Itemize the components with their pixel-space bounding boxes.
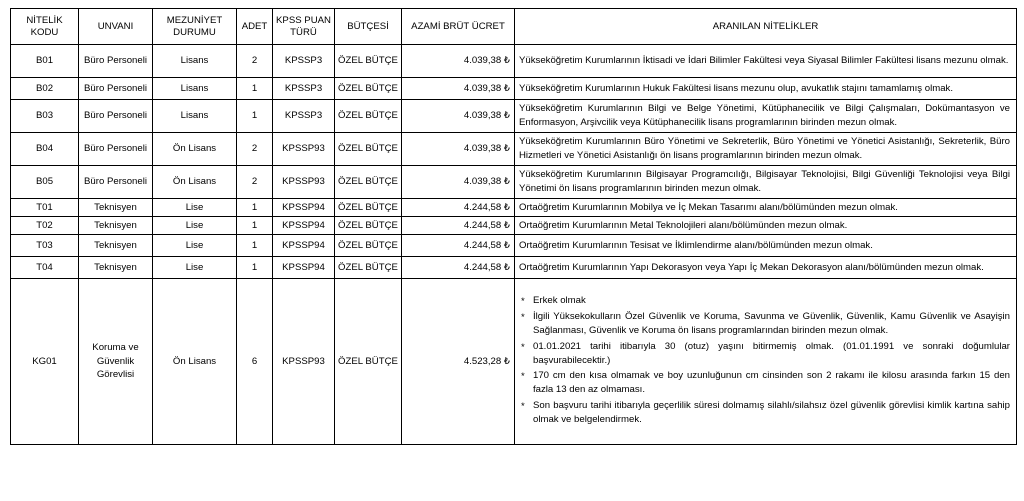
cell-requirements: Ortaöğretim Kurumlarının Mobilya ve İç Mekan Tasarımı alanı/bölümünden mezun olmak. (515, 199, 1017, 217)
table-row (11, 133, 1017, 166)
cell-requirements: Ortaöğretim Kurumlarının Yapı Dekorasyon veya Yapı İç Mekan Dekorasyon alanı/bölümünden mezun olmak. (515, 257, 1017, 279)
cell-kpss: KPSSP3 (273, 78, 335, 100)
cell-title: Teknisyen (79, 257, 153, 279)
cell-code: T03 (11, 235, 79, 257)
cell-requirements: Yükseköğretim Kurumlarının İktisadi ve İdari Bilimler Fakültesi veya Siyasal Bilimler Fakültesi lisans mezunu olmak. (515, 45, 1017, 78)
cell-count: 6 (237, 279, 273, 445)
cell-title: Büro Personeli (79, 100, 153, 133)
bullet-star: * (521, 401, 525, 413)
cell-kpss: KPSSP94 (273, 235, 335, 257)
cell-count: 1 (237, 257, 273, 279)
cell-code: T04 (11, 257, 79, 279)
cell-title: Büro Personeli (79, 78, 153, 100)
list-item (519, 294, 1010, 308)
cell-budget: ÖZEL BÜTÇE (335, 166, 402, 199)
header-kpss: KPSS PUAN TÜRÜ (273, 9, 335, 45)
cell-budget: ÖZEL BÜTÇE (335, 100, 402, 133)
cell-budget: ÖZEL BÜTÇE (335, 78, 402, 100)
requirement-text: Son başvuru tarihi itibarıyla geçerlilik süresi dolmamış silahlı/silahsız özel güvenlik görevlisi kimlik kartına sahip olmak ve belgelendirmek. (533, 400, 1010, 426)
cell-code: T02 (11, 217, 79, 235)
cell-count: 1 (237, 217, 273, 235)
cell-education: Lise (153, 217, 237, 235)
cell-education: Lisans (153, 78, 237, 100)
cell-budget: ÖZEL BÜTÇE (335, 199, 402, 217)
list-item (519, 340, 1010, 368)
cell-education: Lise (153, 199, 237, 217)
bullet-star: * (521, 341, 525, 353)
header-count: ADET (237, 9, 273, 45)
cell-salary: 4.039,38 ₺ (402, 133, 515, 166)
table-row (11, 166, 1017, 199)
table-row (11, 78, 1017, 100)
cell-education: Lise (153, 257, 237, 279)
requirement-text: Erkek olmak (533, 294, 586, 306)
cell-salary: 4.039,38 ₺ (402, 100, 515, 133)
header-code: NİTELİK KODU (11, 9, 79, 45)
cell-budget: ÖZEL BÜTÇE (335, 257, 402, 279)
list-item (519, 369, 1010, 397)
cell-salary: 4.244,58 ₺ (402, 257, 515, 279)
header-budget: BÜTÇESİ (335, 9, 402, 45)
positions-table (10, 8, 1017, 445)
header-title: UNVANI (79, 9, 153, 45)
cell-education: Ön Lisans (153, 133, 237, 166)
cell-salary: 4.039,38 ₺ (402, 78, 515, 100)
bullet-star: * (521, 311, 525, 323)
cell-requirements: Ortaöğretim Kurumlarının Tesisat ve İklimlendirme alanı/bölümünden mezun olmak. (515, 235, 1017, 257)
cell-requirements: Yükseköğretim Kurumlarının Bilgi ve Belge Yönetimi, Kütüphanecilik ve Bilgi Çalışmaları, Dokümantasyon ve Enformasyon, Arşivcilik veya Kütüphanecilik lisans programlarının birinden mezun olmak. (515, 100, 1017, 133)
header-salary: AZAMİ BRÜT ÜCRET (402, 9, 515, 45)
list-item (519, 399, 1010, 427)
cell-requirements: Yükseköğretim Kurumlarının Hukuk Fakültesi lisans mezunu olup, avukatlık stajını tamamlamış olmak. (515, 78, 1017, 100)
cell-education: Ön Lisans (153, 279, 237, 445)
cell-code: KG01 (11, 279, 79, 445)
table-row (11, 217, 1017, 235)
cell-salary: 4.244,58 ₺ (402, 217, 515, 235)
cell-salary: 4.039,38 ₺ (402, 166, 515, 199)
table-row (11, 100, 1017, 133)
cell-kpss: KPSSP93 (273, 279, 335, 445)
requirements-list (519, 294, 1010, 427)
cell-education: Lise (153, 235, 237, 257)
cell-kpss: KPSSP93 (273, 166, 335, 199)
cell-salary: 4.523,28 ₺ (402, 279, 515, 445)
list-item (519, 310, 1010, 338)
cell-requirements: Yükseköğretim Kurumlarının Büro Yönetimi ve Sekreterlik, Büro Yönetimi ve Yönetici Asistanlığı, Sekreterlik, Büro Hizmetleri ve Yönetici Asistanlığı ön lisans programlarının birinden mezun olmak. (515, 133, 1017, 166)
table-row (11, 45, 1017, 78)
bullet-star: * (521, 371, 525, 383)
cell-title: Büro Personeli (79, 45, 153, 78)
table-row (11, 235, 1017, 257)
cell-budget: ÖZEL BÜTÇE (335, 133, 402, 166)
cell-title: Büro Personeli (79, 166, 153, 199)
cell-count: 1 (237, 235, 273, 257)
cell-kpss: KPSSP94 (273, 257, 335, 279)
header-requirements: ARANILAN NİTELİKLER (515, 9, 1017, 45)
cell-count: 1 (237, 100, 273, 133)
cell-budget: ÖZEL BÜTÇE (335, 279, 402, 445)
cell-kpss: KPSSP93 (273, 133, 335, 166)
table-row (11, 257, 1017, 279)
cell-count: 1 (237, 78, 273, 100)
cell-budget: ÖZEL BÜTÇE (335, 45, 402, 78)
cell-salary: 4.244,58 ₺ (402, 199, 515, 217)
cell-code: B04 (11, 133, 79, 166)
cell-code: B03 (11, 100, 79, 133)
requirement-text: İlgili Yüksekokulların Özel Güvenlik ve Koruma, Savunma ve Güvenlik, Güvenlik, Kamu Güvenlik ve Asayişin Sağlanması, Güvenlik ve Koruma ön lisans programlarından birinden mezun olmak. (533, 310, 1010, 336)
table-row (11, 199, 1017, 217)
cell-count: 2 (237, 133, 273, 166)
cell-title: Teknisyen (79, 217, 153, 235)
header-education: MEZUNİYET DURUMU (153, 9, 237, 45)
requirement-text: 01.01.2021 tarihi itibarıyla 30 (otuz) yaşını bitirmemiş olmak. (01.01.1991 ve sonraki doğumlular başvurabilecektir.) (533, 340, 1010, 366)
cell-requirements: Yükseköğretim Kurumlarının Bilgisayar Programcılığı, Bilgisayar Teknolojisi, Bilgi Güvenliği Teknolojisi veya Bilgi Yönetimi ön lisans programlarının birinden mezun olmak. (515, 166, 1017, 199)
cell-kpss: KPSSP3 (273, 45, 335, 78)
cell-title: Teknisyen (79, 199, 153, 217)
cell-education: Lisans (153, 100, 237, 133)
requirement-text: 170 cm den kısa olmamak ve boy uzunluğunun cm cinsinden son 2 rakamı ile kilosu arasında farkın 15 den fazla 13 den az olmaması. (533, 370, 1010, 396)
cell-requirements-list (515, 279, 1017, 445)
cell-requirements: Ortaöğretim Kurumlarının Metal Teknolojileri alanı/bölümünden mezun olmak. (515, 217, 1017, 235)
cell-education: Ön Lisans (153, 166, 237, 199)
cell-count: 2 (237, 166, 273, 199)
cell-title: Koruma ve Güvenlik Görevlisi (79, 279, 153, 445)
cell-count: 1 (237, 199, 273, 217)
cell-count: 2 (237, 45, 273, 78)
table-row-kg01 (11, 279, 1017, 445)
cell-code: B01 (11, 45, 79, 78)
cell-budget: ÖZEL BÜTÇE (335, 235, 402, 257)
cell-code: B05 (11, 166, 79, 199)
cell-kpss: KPSSP3 (273, 100, 335, 133)
cell-kpss: KPSSP94 (273, 199, 335, 217)
cell-education: Lisans (153, 45, 237, 78)
cell-salary: 4.244,58 ₺ (402, 235, 515, 257)
cell-title: Teknisyen (79, 235, 153, 257)
cell-salary: 4.039,38 ₺ (402, 45, 515, 78)
cell-kpss: KPSSP94 (273, 217, 335, 235)
cell-code: B02 (11, 78, 79, 100)
cell-budget: ÖZEL BÜTÇE (335, 217, 402, 235)
cell-title: Büro Personeli (79, 133, 153, 166)
cell-code: T01 (11, 199, 79, 217)
header-row (11, 9, 1017, 45)
bullet-star: * (521, 295, 525, 307)
